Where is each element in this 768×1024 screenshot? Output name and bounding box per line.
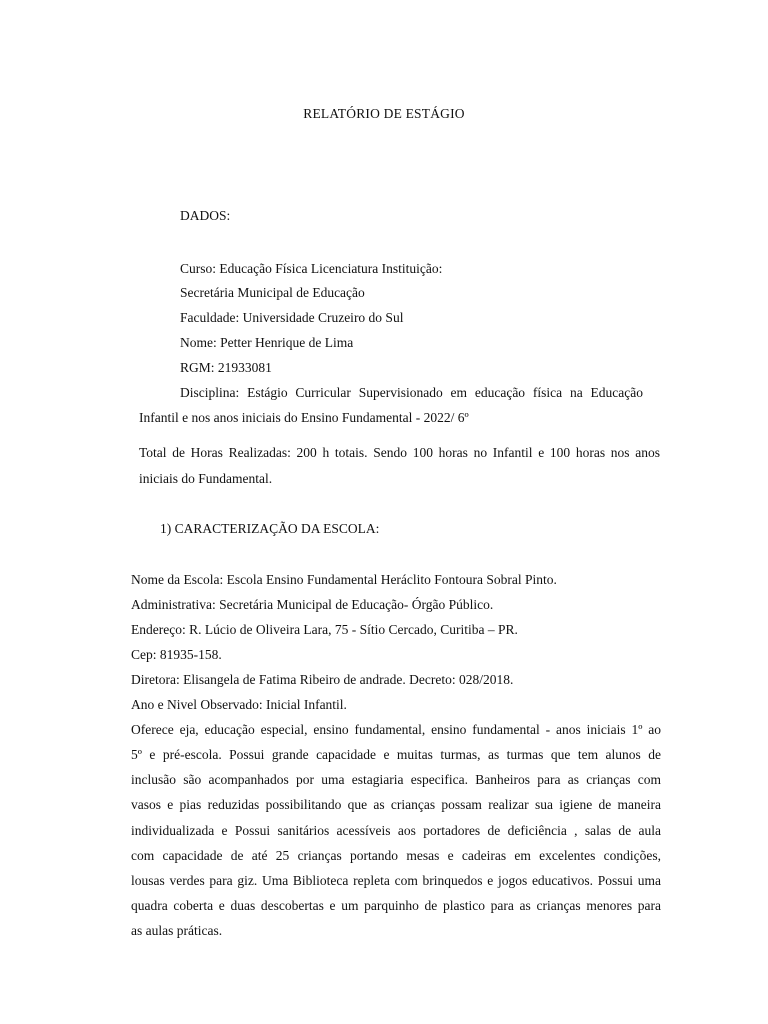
escola-administrativa: Administrativa: Secretária Municipal de Educação- Órgão Público. [131, 597, 494, 612]
escola-endereco: Endereço: R. Lúcio de Oliveira Lara, 75 - Sítio Cercado, Curitiba – PR. [131, 622, 518, 637]
paragraph-line: Oferece eja, educação especial, ensino fundamental, ensino fundamental - anos iniciais 1º ao [131, 722, 661, 737]
dados-line-secretaria: Secretária Municipal de Educação [180, 285, 365, 300]
paragraph-line: com capacidade de até 25 crianças portando mesas e cadeiras em excelentes condições, [131, 848, 661, 863]
paragraph-line: as aulas práticas. [131, 923, 223, 938]
dados-line-disciplina-cont: Infantil e nos anos iniciais do Ensino Fundamental - 2022/ 6º [139, 410, 469, 425]
escola-nome: Nome da Escola: Escola Ensino Fundamental Heráclito Fontoura Sobral Pinto. [131, 572, 557, 587]
paragraph-line: vasos e pias reduzidas possibilitando que as crianças possam realizar sua igiene de maneira [131, 797, 661, 812]
escola-diretora: Diretora: Elisangela de Fatima Ribeiro de andrade. Decreto: 028/2018. [131, 672, 514, 687]
dados-heading: DADOS: [180, 208, 231, 223]
escola-ano-nivel: Ano e Nivel Observado: Inicial Infantil. [131, 697, 347, 712]
paragraph-line: lousas verdes para giz. Uma Biblioteca repleta com brinquedos e jogos educativos. Possui uma [131, 873, 661, 888]
paragraph-line: quadra coberta e duas descobertas e um parquinho de plastico para as crianças menores para [131, 898, 661, 913]
dados-line-rgm: RGM: 21933081 [180, 360, 272, 375]
total-horas-line-cont: iniciais do Fundamental. [139, 471, 273, 486]
dados-line-curso: Curso: Educação Física Licenciatura Instituição: [180, 261, 443, 276]
dados-line-nome: Nome: Petter Henrique de Lima [180, 335, 354, 350]
dados-line-disciplina: Disciplina: Estágio Curricular Supervisionado em educação física na Educação [180, 385, 643, 400]
paragraph-line: individualizada e Possui sanitários acessíveis aos portadores de deficiência , salas de aula [131, 823, 661, 838]
total-horas-line: Total de Horas Realizadas: 200 h totais. Sendo 100 horas no Infantil e 100 horas nos anos [139, 445, 660, 460]
dados-line-faculdade: Faculdade: Universidade Cruzeiro do Sul [180, 310, 404, 325]
report-title: RELATÓRIO DE ESTÁGIO [303, 106, 465, 121]
escola-cep: Cep: 81935-158. [131, 647, 222, 662]
section-heading-caracterizacao: 1) CARACTERIZAÇÃO DA ESCOLA: [160, 521, 380, 536]
paragraph-line: inclusão são acompanhados por uma estagiaria especifica. Banheiros para as crianças com [131, 772, 661, 787]
paragraph-line: 5º e pré-escola. Possui grande capacidade e muitas turmas, as turmas que tem alunos de [131, 747, 661, 762]
